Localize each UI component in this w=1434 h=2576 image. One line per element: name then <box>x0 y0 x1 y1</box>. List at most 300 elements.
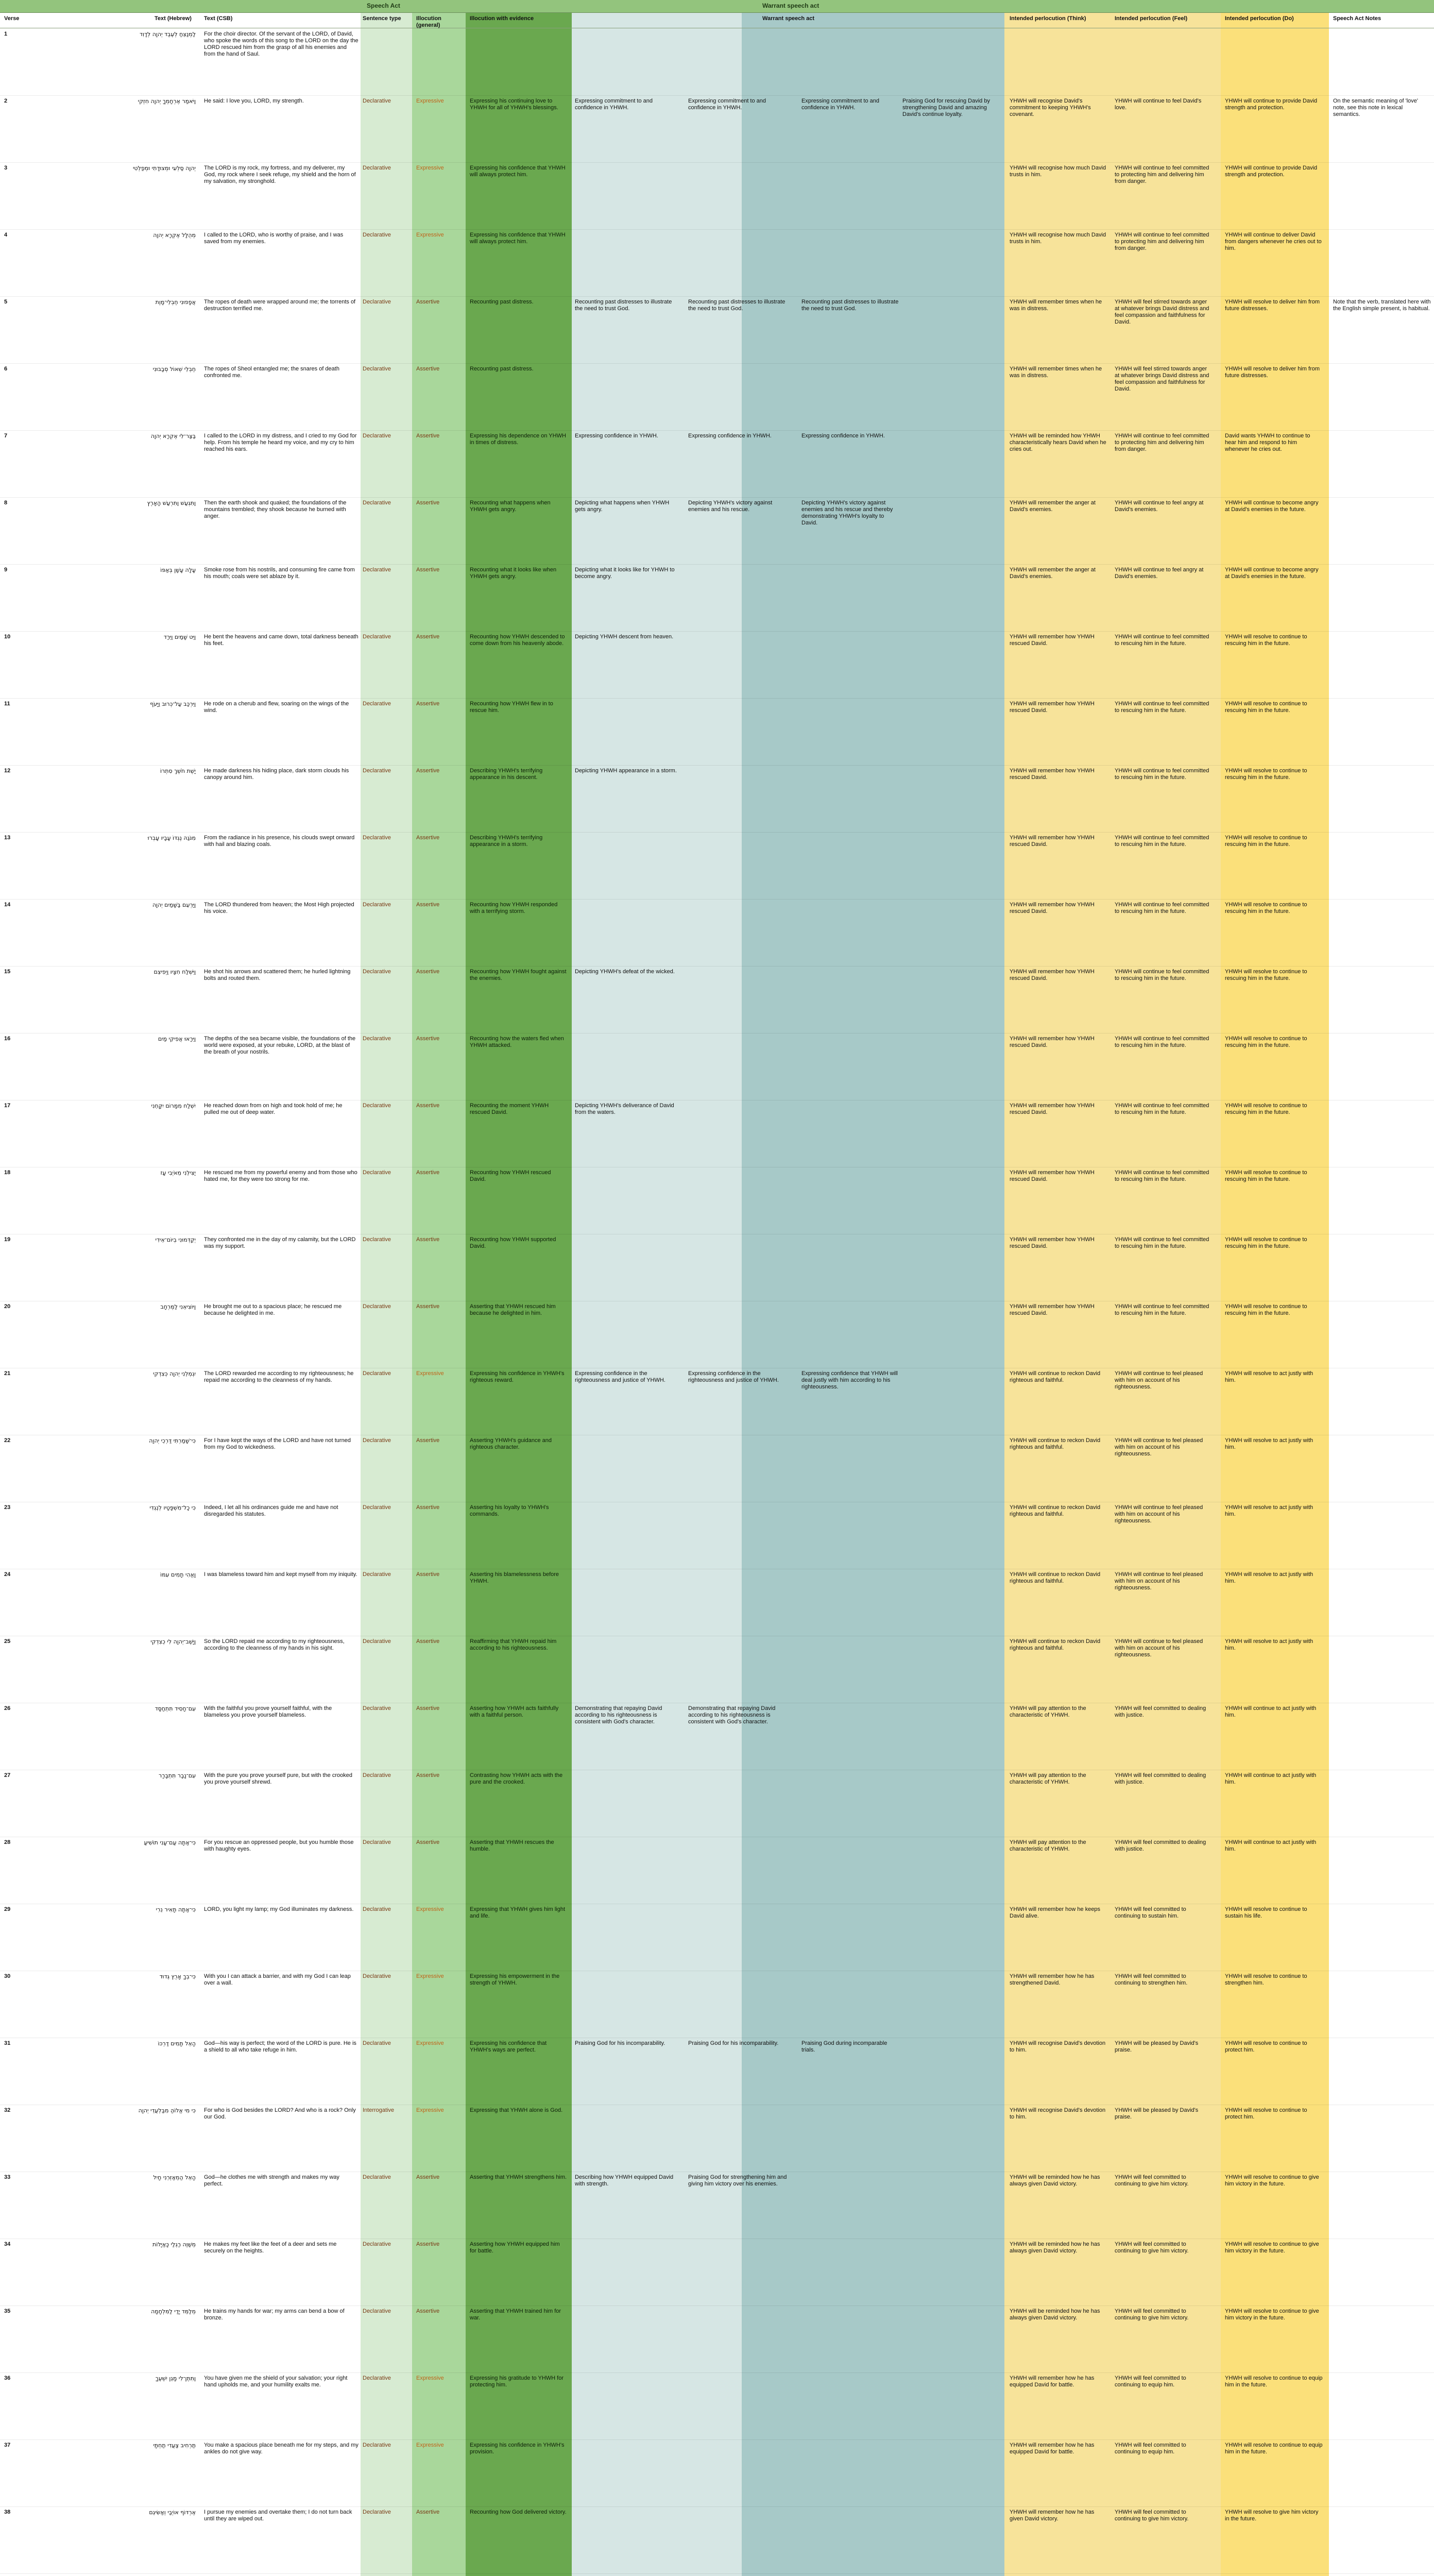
hebrew-text-cell[interactable]: מִנֹּגַהּ נֶגְדּוֹ עָבָיו עָבְרוּ <box>147 835 196 841</box>
sentence-type-cell[interactable]: Declarative <box>363 1036 391 1042</box>
warrant-cell-3[interactable] <box>801 1303 899 1366</box>
hebrew-text-cell[interactable]: הָאֵל הַמְאַזְּרֵנִי חָיִל <box>153 2174 196 2181</box>
notes-cell[interactable] <box>1333 2107 1431 2170</box>
verse-cell[interactable]: 23 <box>4 1504 11 1511</box>
notes-cell[interactable]: Note that the verb, translated here with the English simple present, is habitual. <box>1333 299 1431 312</box>
csb-text-cell[interactable]: Smoke rose from his nostrils, and consuming fire came from his mouth; coals were set ablaze by it. <box>204 567 355 580</box>
csb-text-cell[interactable]: For I have kept the ways of the LORD and have not turned from my God to wickedness. <box>204 1437 351 1450</box>
sentence-type-cell[interactable]: Declarative <box>363 768 391 774</box>
notes-cell[interactable] <box>1333 1370 1431 1433</box>
sentence-type-cell[interactable]: Declarative <box>363 1638 391 1645</box>
warrant-cell-1[interactable] <box>575 1973 678 2036</box>
intended-think-cell[interactable]: YHWH will remember how he has equipped David for battle. <box>1010 2375 1095 2388</box>
intended-feel-cell[interactable]: YHWH will feel committed to dealing with justice. <box>1115 1772 1206 1785</box>
warrant-cell-1[interactable]: Depicting what it looks like for YHWH to become angry. <box>575 567 675 580</box>
intended-feel-cell[interactable] <box>1115 31 1213 94</box>
warrant-cell-2[interactable] <box>688 366 791 429</box>
verse-cell[interactable]: 30 <box>4 1973 11 1979</box>
intended-do-cell[interactable]: YHWH will resolve to act justly with him. <box>1225 1370 1313 1383</box>
illocution-general-cell[interactable]: Expressive <box>416 2375 444 2381</box>
notes-cell[interactable] <box>1333 835 1431 897</box>
verse-cell[interactable]: 25 <box>4 1638 11 1645</box>
warrant-cell-3[interactable] <box>801 1571 899 1634</box>
hebrew-text-cell[interactable]: וַיַּרְעֵם בַּשָּׁמַיִם יְהוָה <box>152 902 196 908</box>
csb-text-cell[interactable]: The LORD thundered from heaven; the Most High projected his voice. <box>204 902 354 914</box>
intended-do-cell[interactable]: YHWH will resolve to continue to give him victory in the future. <box>1225 2174 1319 2187</box>
warrant-cell-3[interactable]: Expressing commitment to and confidence in YHWH. <box>801 98 880 111</box>
csb-text-cell[interactable]: He trains my hands for war; my arms can bend a bow of bronze. <box>204 2308 345 2321</box>
verse-cell[interactable]: 28 <box>4 1839 11 1845</box>
illocution-evidence-cell[interactable]: Asserting YHWH's guidance and righteous character. <box>470 1437 552 1450</box>
intended-feel-cell[interactable]: YHWH will continue to feel committed to rescuing him in the future. <box>1115 1303 1209 1316</box>
sentence-type-cell[interactable]: Declarative <box>363 969 391 975</box>
warrant-cell-2[interactable] <box>688 165 791 228</box>
hebrew-text-cell[interactable]: כִּי־אַתָּה תָּאִיר נֵרִי <box>156 1906 196 1913</box>
warrant-cell-2[interactable] <box>688 2509 791 2572</box>
illocution-general-cell[interactable]: Assertive <box>416 634 440 640</box>
hebrew-text-cell[interactable]: כִּי־אַתָּה עַם־עָנִי תוֹשִׁיעַ <box>144 1839 196 1846</box>
notes-cell[interactable] <box>1333 232 1431 295</box>
illocution-evidence-cell[interactable]: Reaffirming that YHWH repaid him according to his righteousness. <box>470 1638 557 1651</box>
warrant-cell-1[interactable]: Expressing commitment to and confidence in YHWH. <box>575 98 653 111</box>
sentence-type-cell[interactable]: Declarative <box>363 500 391 506</box>
hebrew-text-cell[interactable]: וַתִּגְעַשׁ וַתִּרְעַשׁ הָאָרֶץ <box>147 500 196 506</box>
sentence-type-cell[interactable]: Declarative <box>363 1437 391 1444</box>
notes-cell[interactable] <box>1333 2174 1431 2237</box>
intended-feel-cell[interactable]: YHWH will continue to feel committed to rescuing him in the future. <box>1115 902 1209 914</box>
illocution-general-cell[interactable]: Assertive <box>416 1571 440 1578</box>
col-header-sentence-type[interactable]: Sentence type <box>363 15 401 22</box>
intended-feel-cell[interactable]: YHWH will continue to feel committed to rescuing him in the future. <box>1115 1036 1209 1048</box>
illocution-evidence-cell[interactable]: Expressing his empowerment in the strength of YHWH. <box>470 1973 560 1986</box>
notes-cell[interactable] <box>1333 2442 1431 2505</box>
intended-think-cell[interactable]: YHWH will recognise how much David trusts in him. <box>1010 165 1106 178</box>
illocution-evidence-cell[interactable]: Expressing his gratitude to YHWH for protecting him. <box>470 2375 564 2388</box>
intended-do-cell[interactable]: YHWH will resolve to deliver him from future distresses. <box>1225 299 1320 312</box>
warrant-cell-3[interactable] <box>801 1170 899 1232</box>
csb-text-cell[interactable]: For the choir director. Of the servant of the LORD, of David, who spoke the words of this song to the LORD on the day the LORD rescued him from the grasp of all his enemies and from the hand of Saul. <box>204 31 358 57</box>
intended-feel-cell[interactable]: YHWH will continue to feel committed to rescuing him in the future. <box>1115 1103 1209 1115</box>
warrant-cell-2[interactable] <box>688 232 791 295</box>
intended-think-cell[interactable]: YHWH will pay attention to the characteristic of YHWH. <box>1010 1772 1086 1785</box>
warrant-cell-3[interactable] <box>801 1906 899 1969</box>
warrant-cell-1[interactable]: Describing how YHWH equipped David with strength. <box>575 2174 674 2187</box>
intended-think-cell[interactable]: YHWH will continue to reckon David righteous and faithful. <box>1010 1370 1101 1383</box>
illocution-evidence-cell[interactable]: Asserting that YHWH rescued him because he delighted in him. <box>470 1303 556 1316</box>
warrant-cell-4[interactable] <box>902 1839 995 1902</box>
col-header-intended-do[interactable]: Intended perlocution (Do) <box>1225 15 1294 22</box>
intended-feel-cell[interactable]: YHWH will continue to feel angry at David's enemies. <box>1115 567 1204 580</box>
csb-text-cell[interactable]: He makes my feet like the feet of a deer and sets me securely on the heights. <box>204 2241 337 2254</box>
intended-feel-cell[interactable]: YHWH will continue to feel committed to rescuing him in the future. <box>1115 768 1209 781</box>
sentence-type-cell[interactable]: Declarative <box>363 1839 391 1845</box>
sentence-type-cell[interactable]: Declarative <box>363 299 391 305</box>
notes-cell[interactable] <box>1333 2509 1431 2572</box>
warrant-cell-4[interactable] <box>902 2375 995 2438</box>
intended-do-cell[interactable]: YHWH will resolve to continue to rescuing him in the future. <box>1225 701 1307 714</box>
warrant-cell-1[interactable]: Expressing confidence in the righteousness and justice of YHWH. <box>575 1370 665 1383</box>
warrant-cell-1[interactable]: Depicting what happens when YHWH gets angry. <box>575 500 670 513</box>
notes-cell[interactable] <box>1333 1504 1431 1567</box>
illocution-general-cell[interactable]: Expressive <box>416 98 444 104</box>
intended-do-cell[interactable]: YHWH will continue to act justly with him. <box>1225 1772 1317 1785</box>
warrant-cell-4[interactable] <box>902 1370 995 1433</box>
warrant-cell-2[interactable] <box>688 2308 791 2371</box>
sentence-type-cell[interactable]: Declarative <box>363 1906 391 1912</box>
notes-cell[interactable] <box>1333 1571 1431 1634</box>
warrant-cell-4[interactable] <box>902 2040 995 2103</box>
verse-cell[interactable]: 14 <box>4 902 11 908</box>
intended-feel-cell[interactable]: YHWH will feel committed to continuing to equip him. <box>1115 2375 1186 2388</box>
warrant-cell-3[interactable] <box>801 1973 899 2036</box>
csb-text-cell[interactable]: With you I can attack a barrier, and with my God I can leap over a wall. <box>204 1973 351 1986</box>
sentence-type-cell[interactable]: Declarative <box>363 433 391 439</box>
intended-feel-cell[interactable]: YHWH will continue to feel committed to protecting him and delivering him from danger. <box>1115 433 1209 452</box>
warrant-cell-4[interactable]: Praising God for rescuing David by strengthening David and amazing David's continue loyalty. <box>902 98 990 117</box>
illocution-general-cell[interactable]: Assertive <box>416 567 440 573</box>
intended-do-cell[interactable]: YHWH will continue to become angry at David's enemies in the future. <box>1225 500 1319 513</box>
intended-feel-cell[interactable]: YHWH will continue to feel committed to rescuing him in the future. <box>1115 835 1209 848</box>
sentence-type-cell[interactable]: Declarative <box>363 2442 391 2448</box>
csb-text-cell[interactable]: He reached down from on high and took hold of me; he pulled me out of deep water. <box>204 1103 343 1115</box>
intended-feel-cell[interactable]: YHWH will continue to feel angry at David's enemies. <box>1115 500 1204 513</box>
notes-cell[interactable] <box>1333 1036 1431 1098</box>
illocution-evidence-cell[interactable]: Contrasting how YHWH acts with the pure and the crooked. <box>470 1772 563 1785</box>
verse-cell[interactable]: 5 <box>4 299 8 305</box>
warrant-cell-1[interactable]: Depicting YHWH's deliverance of David from the waters. <box>575 1103 674 1115</box>
warrant-cell-1[interactable]: Depicting YHWH's defeat of the wicked. <box>575 969 675 975</box>
intended-think-cell[interactable]: YHWH will continue to reckon David righteous and faithful. <box>1010 1571 1101 1584</box>
intended-feel-cell[interactable]: YHWH will feel committed to continuing to sustain him. <box>1115 1906 1186 1919</box>
warrant-cell-4[interactable] <box>902 232 995 295</box>
notes-cell[interactable] <box>1333 634 1431 697</box>
csb-text-cell[interactable]: LORD, you light my lamp; my God illuminates my darkness. <box>204 1906 354 1912</box>
intended-think-cell[interactable] <box>1010 31 1107 94</box>
hebrew-text-cell[interactable]: עִם־חָסִיד תִּתְחַסָּד <box>155 1705 196 1712</box>
warrant-cell-3[interactable] <box>801 634 899 697</box>
hebrew-text-cell[interactable]: תַּרְחִיב צַעֲדִי תַחְתָּי <box>153 2442 196 2449</box>
col-header-notes[interactable]: Speech Act Notes <box>1333 15 1381 22</box>
hebrew-text-cell[interactable]: יַצִּילֵנִי מֵאֹיְבִי עָז <box>160 1170 196 1176</box>
illocution-evidence-cell[interactable]: Asserting his blamelessness before YHWH. <box>470 1571 559 1584</box>
warrant-cell-4[interactable] <box>902 902 995 964</box>
csb-text-cell[interactable]: He bent the heavens and came down, total darkness beneath his feet. <box>204 634 358 647</box>
warrant-cell-2[interactable] <box>688 634 791 697</box>
warrant-cell-4[interactable] <box>902 634 995 697</box>
sentence-type-cell[interactable]: Declarative <box>363 98 391 104</box>
verse-cell[interactable]: 3 <box>4 165 8 171</box>
warrant-cell-1[interactable]: Depicting YHWH descent from heaven. <box>575 634 674 640</box>
warrant-cell-3[interactable] <box>801 31 899 94</box>
intended-do-cell[interactable]: YHWH will resolve to continue to rescuing him in the future. <box>1225 1170 1307 1182</box>
warrant-cell-4[interactable] <box>902 1571 995 1634</box>
warrant-cell-1[interactable]: Demonstrating that repaying David according to his righteousness is consistent with God's character. <box>575 1705 662 1725</box>
warrant-cell-3[interactable] <box>801 366 899 429</box>
intended-feel-cell[interactable]: YHWH will continue to feel committed to rescuing him in the future. <box>1115 1170 1209 1182</box>
intended-feel-cell[interactable]: YHWH will feel committed to continuing to give him victory. <box>1115 2241 1189 2254</box>
illocution-evidence-cell[interactable]: Expressing his confidence in YHWH's righteous reward. <box>470 1370 565 1383</box>
verse-cell[interactable]: 16 <box>4 1036 11 1042</box>
warrant-cell-2[interactable] <box>688 1839 791 1902</box>
notes-cell[interactable] <box>1333 701 1431 764</box>
warrant-cell-1[interactable] <box>575 2241 678 2304</box>
verse-cell[interactable]: 37 <box>4 2442 11 2448</box>
notes-cell[interactable] <box>1333 1303 1431 1366</box>
warrant-cell-4[interactable] <box>902 31 995 94</box>
hebrew-text-cell[interactable]: יְהוָה סַלְעִי וּמְצוּדָתִי וּמְפַלְטִי <box>132 165 196 172</box>
csb-text-cell[interactable]: He rescued me from my powerful enemy and from those who hated me, for they were too strong for me. <box>204 1170 357 1182</box>
warrant-cell-2[interactable] <box>688 969 791 1031</box>
warrant-cell-3[interactable] <box>801 2241 899 2304</box>
hebrew-text-cell[interactable]: מְלַמֵּד יָדַי לַמִּלְחָמָה <box>151 2308 196 2315</box>
hebrew-text-cell[interactable]: יִשְׁלַח מִמָּרוֹם יִקָּחֵנִי <box>151 1103 196 1109</box>
illocution-evidence-cell[interactable]: Recounting what happens when YHWH gets angry. <box>470 500 551 513</box>
warrant-cell-1[interactable] <box>575 2375 678 2438</box>
illocution-general-cell[interactable]: Assertive <box>416 1705 440 1711</box>
warrant-cell-3[interactable] <box>801 2308 899 2371</box>
warrant-cell-3[interactable] <box>801 1036 899 1098</box>
intended-feel-cell[interactable]: YHWH will be pleased by David's praise. <box>1115 2040 1199 2053</box>
warrant-cell-2[interactable] <box>688 567 791 630</box>
intended-feel-cell[interactable]: YHWH will continue to feel committed to protecting him and delivering him from danger. <box>1115 232 1209 251</box>
intended-feel-cell[interactable]: YHWH will feel stirred towards anger at whatever brings David distress and feel compassion and faithfulness for David. <box>1115 366 1209 392</box>
verse-cell[interactable]: 9 <box>4 567 8 573</box>
csb-text-cell[interactable]: I called to the LORD, who is worthy of praise, and I was saved from my enemies. <box>204 232 344 245</box>
intended-do-cell[interactable]: David wants YHWH to continue to hear him and respond to him whenever he cries out. <box>1225 433 1310 452</box>
warrant-cell-4[interactable] <box>902 1973 995 2036</box>
warrant-cell-4[interactable] <box>902 1236 995 1299</box>
intended-think-cell[interactable]: YHWH will be reminded how he has always given David victory. <box>1010 2174 1100 2187</box>
sentence-type-cell[interactable]: Declarative <box>363 2040 391 2046</box>
intended-do-cell[interactable] <box>1225 31 1323 94</box>
illocution-evidence-cell[interactable]: Recounting past distress. <box>470 299 534 305</box>
intended-do-cell[interactable]: YHWH will resolve to continue to give him victory in the future. <box>1225 2308 1319 2321</box>
warrant-cell-4[interactable] <box>902 433 995 496</box>
verse-cell[interactable]: 2 <box>4 98 8 104</box>
col-header-intended-think[interactable]: Intended perlocution (Think) <box>1010 15 1086 22</box>
notes-cell[interactable] <box>1333 500 1431 563</box>
hebrew-text-cell[interactable]: כִּי־בְךָ אָרֻץ גְּדוּד <box>159 1973 196 1980</box>
warrant-cell-2[interactable] <box>688 2375 791 2438</box>
warrant-cell-3[interactable] <box>801 1839 899 1902</box>
verse-cell[interactable]: 27 <box>4 1772 11 1778</box>
warrant-cell-3[interactable] <box>801 2509 899 2572</box>
warrant-cell-3[interactable] <box>801 1772 899 1835</box>
hebrew-text-cell[interactable]: יְקַדְּמוּנִי בְיוֹם־אֵידִי <box>155 1236 196 1243</box>
intended-think-cell[interactable]: YHWH will remember times when he was in distress. <box>1010 366 1102 379</box>
hebrew-text-cell[interactable]: וַיָּשֶׁב־יְהוָה לִי כְצִדְקִי <box>150 1638 196 1645</box>
verse-cell[interactable]: 4 <box>4 232 8 238</box>
csb-text-cell[interactable]: He rode on a cherub and flew, soaring on the wings of the wind. <box>204 701 349 714</box>
notes-cell[interactable] <box>1333 1170 1431 1232</box>
intended-do-cell[interactable]: YHWH will resolve to continue to rescuing him in the future. <box>1225 1303 1307 1316</box>
sentence-type-cell[interactable]: Declarative <box>363 2509 391 2515</box>
hebrew-text-cell[interactable]: וַיִּרְכַּב עַל־כְּרוּב וַיָּעֹף <box>150 701 196 707</box>
csb-text-cell[interactable]: You make a spacious place beneath me for my steps, and my ankles do not give way. <box>204 2442 358 2455</box>
warrant-cell-2[interactable] <box>688 1973 791 2036</box>
notes-cell[interactable] <box>1333 366 1431 429</box>
warrant-cell-2[interactable] <box>688 1103 791 1165</box>
warrant-cell-2[interactable] <box>688 701 791 764</box>
illocution-general-cell[interactable]: Assertive <box>416 1839 440 1845</box>
intended-feel-cell[interactable]: YHWH will feel committed to dealing with justice. <box>1115 1705 1206 1718</box>
intended-do-cell[interactable]: YHWH will resolve to continue to equip him in the future. <box>1225 2375 1323 2388</box>
warrant-cell-1[interactable] <box>575 1571 678 1634</box>
warrant-cell-4[interactable] <box>902 2241 995 2304</box>
intended-feel-cell[interactable]: YHWH will feel committed to continuing to give him victory. <box>1115 2509 1189 2522</box>
intended-feel-cell[interactable]: YHWH will continue to feel pleased with him on account of his righteousness. <box>1115 1571 1203 1591</box>
warrant-cell-3[interactable] <box>801 1504 899 1567</box>
warrant-cell-2[interactable]: Recounting past distresses to illustrate the need to trust God. <box>688 299 786 312</box>
warrant-cell-2[interactable] <box>688 1638 791 1701</box>
illocution-evidence-cell[interactable]: Asserting how YHWH acts faithfully with a faithful person. <box>470 1705 559 1718</box>
intended-do-cell[interactable]: YHWH will resolve to continue to rescuing him in the future. <box>1225 634 1307 647</box>
sentence-type-cell[interactable]: Declarative <box>363 1370 391 1377</box>
verse-cell[interactable]: 19 <box>4 1236 11 1243</box>
notes-cell[interactable] <box>1333 433 1431 496</box>
illocution-evidence-cell[interactable]: Asserting how YHWH equipped him for battle. <box>470 2241 560 2254</box>
warrant-cell-3[interactable] <box>801 1103 899 1165</box>
notes-cell[interactable] <box>1333 1973 1431 2036</box>
warrant-cell-4[interactable] <box>902 2308 995 2371</box>
col-header-intended-feel[interactable]: Intended perlocution (Feel) <box>1115 15 1188 22</box>
warrant-cell-2[interactable]: Depicting YHWH's victory against enemies and his rescue. <box>688 500 773 513</box>
intended-think-cell[interactable]: YHWH will remember how YHWH rescued David. <box>1010 1103 1095 1115</box>
illocution-evidence-cell[interactable]: Recounting how YHWH supported David. <box>470 1236 556 1249</box>
intended-think-cell[interactable]: YHWH will recognise David's devotion to him. <box>1010 2040 1106 2053</box>
warrant-cell-4[interactable] <box>902 165 995 228</box>
intended-think-cell[interactable]: YHWH will remember how YHWH rescued David. <box>1010 902 1095 914</box>
sentence-type-cell[interactable]: Declarative <box>363 2375 391 2381</box>
hebrew-text-cell[interactable]: יִגְמְלֵנִי יְהוָה כְּצִדְקִי <box>152 1370 196 1377</box>
notes-cell[interactable] <box>1333 1906 1431 1969</box>
notes-cell[interactable] <box>1333 2040 1431 2103</box>
csb-text-cell[interactable]: The ropes of death were wrapped around me; the torrents of destruction terrified me. <box>204 299 356 312</box>
sentence-type-cell[interactable]: Declarative <box>363 1236 391 1243</box>
illocution-evidence-cell[interactable]: Recounting how the waters fled when YHWH attacked. <box>470 1036 564 1048</box>
verse-cell[interactable]: 22 <box>4 1437 11 1444</box>
intended-think-cell[interactable]: YHWH will continue to reckon David righteous and faithful. <box>1010 1504 1101 1517</box>
verse-cell[interactable]: 36 <box>4 2375 11 2381</box>
intended-think-cell[interactable]: YHWH will remember the anger at David's enemies. <box>1010 567 1096 580</box>
warrant-cell-2[interactable] <box>688 31 791 94</box>
sentence-type-cell[interactable]: Declarative <box>363 701 391 707</box>
illocution-evidence-cell[interactable]: Recounting how YHWH rescued David. <box>470 1170 551 1182</box>
illocution-general-cell[interactable]: Assertive <box>416 1236 440 1243</box>
illocution-evidence-cell[interactable]: Describing YHWH's terrifying appearance in his descent. <box>470 768 543 781</box>
intended-think-cell[interactable]: YHWH will pay attention to the characteristic of YHWH. <box>1010 1705 1086 1718</box>
illocution-general-cell[interactable]: Assertive <box>416 1170 440 1176</box>
sentence-type-cell[interactable]: Declarative <box>363 2174 391 2180</box>
csb-text-cell[interactable]: Indeed, I let all his ordinances guide me and have not disregarded his statutes. <box>204 1504 338 1517</box>
sentence-type-cell[interactable]: Declarative <box>363 634 391 640</box>
notes-cell[interactable] <box>1333 1772 1431 1835</box>
warrant-cell-2[interactable] <box>688 902 791 964</box>
notes-cell[interactable] <box>1333 2241 1431 2304</box>
verse-cell[interactable]: 1 <box>4 31 8 37</box>
hebrew-text-cell[interactable]: וַיּוֹצִיאֵנִי לַמֶּרְחָב <box>160 1303 196 1310</box>
verse-cell[interactable]: 38 <box>4 2509 11 2515</box>
illocution-general-cell[interactable]: Assertive <box>416 969 440 975</box>
verse-cell[interactable]: 32 <box>4 2107 11 2113</box>
intended-do-cell[interactable]: YHWH will continue to act justly with him. <box>1225 1839 1317 1852</box>
verse-cell[interactable]: 21 <box>4 1370 11 1377</box>
col-header-illocution-general[interactable]: Illocution (general) <box>416 15 441 28</box>
csb-text-cell[interactable]: With the pure you prove yourself pure, but with the crooked you prove yourself shrewd. <box>204 1772 352 1785</box>
intended-feel-cell[interactable]: YHWH will feel committed to dealing with justice. <box>1115 1839 1206 1852</box>
intended-do-cell[interactable]: YHWH will resolve to act justly with him. <box>1225 1571 1313 1584</box>
hebrew-text-cell[interactable]: הָאֵל תָּמִים דַּרְכּוֹ <box>158 2040 196 2047</box>
intended-do-cell[interactable]: YHWH will resolve to continue to rescuing him in the future. <box>1225 1103 1307 1115</box>
warrant-cell-1[interactable] <box>575 1772 678 1835</box>
csb-text-cell[interactable]: He brought me out to a spacious place; he rescued me because he delighted in me. <box>204 1303 342 1316</box>
notes-cell[interactable] <box>1333 1705 1431 1768</box>
warrant-cell-4[interactable] <box>902 2442 995 2505</box>
intended-think-cell[interactable]: YHWH will recognise how much David trusts in him. <box>1010 232 1106 245</box>
warrant-cell-2[interactable] <box>688 1571 791 1634</box>
illocution-general-cell[interactable]: Expressive <box>416 232 444 238</box>
intended-do-cell[interactable]: YHWH will resolve to give him victory in the future. <box>1225 2509 1319 2522</box>
warrant-cell-2[interactable]: Demonstrating that repaying David according to his righteousness is consistent with God's character. <box>688 1705 776 1725</box>
hebrew-text-cell[interactable]: חֶבְלֵי שְׁאוֹל סְבָבוּנִי <box>152 366 196 372</box>
sentence-type-cell[interactable]: Declarative <box>363 1170 391 1176</box>
notes-cell[interactable] <box>1333 31 1431 94</box>
warrant-cell-1[interactable] <box>575 1504 678 1567</box>
warrant-cell-2[interactable] <box>688 1772 791 1835</box>
sentence-type-cell[interactable]: Declarative <box>363 2308 391 2314</box>
intended-think-cell[interactable]: YHWH will be reminded how he has always given David victory. <box>1010 2241 1100 2254</box>
verse-cell[interactable]: 29 <box>4 1906 11 1912</box>
warrant-cell-1[interactable]: Praising God for his incomparability. <box>575 2040 665 2046</box>
warrant-cell-1[interactable] <box>575 2107 678 2170</box>
warrant-cell-4[interactable] <box>902 768 995 831</box>
hebrew-text-cell[interactable]: אֶרְדּוֹף אוֹיְבַי וְאַשִּׂיגֵם <box>149 2509 196 2516</box>
sentence-type-cell[interactable]: Declarative <box>363 1973 391 1979</box>
warrant-cell-2[interactable] <box>688 1437 791 1500</box>
intended-think-cell[interactable]: YHWH will remember how YHWH rescued David. <box>1010 1236 1095 1249</box>
verse-cell[interactable]: 31 <box>4 2040 11 2046</box>
intended-think-cell[interactable]: YHWH will be reminded how YHWH characteristically hears David when he cries out. <box>1010 433 1106 452</box>
warrant-cell-4[interactable] <box>902 2174 995 2237</box>
intended-feel-cell[interactable]: YHWH will feel committed to continuing to give him victory. <box>1115 2174 1189 2187</box>
warrant-cell-4[interactable] <box>902 1906 995 1969</box>
csb-text-cell[interactable]: You have given me the shield of your salvation; your right hand upholds me, and your humility exalts me. <box>204 2375 348 2388</box>
warrant-cell-4[interactable] <box>902 835 995 897</box>
hebrew-text-cell[interactable]: וַיֵּט שָׁמַיִם וַיֵּרַד <box>163 634 196 640</box>
intended-think-cell[interactable]: YHWH will remember how YHWH rescued David. <box>1010 701 1095 714</box>
illocution-evidence-cell[interactable]: Expressing his confidence that YHWH will always protect him. <box>470 232 566 245</box>
intended-do-cell[interactable]: YHWH will resolve to act justly with him. <box>1225 1437 1313 1450</box>
warrant-cell-2[interactable] <box>688 2241 791 2304</box>
sentence-type-cell[interactable]: Declarative <box>363 366 391 372</box>
warrant-cell-2[interactable]: Expressing confidence in YHWH. <box>688 433 772 439</box>
intended-do-cell[interactable]: YHWH will resolve to act justly with him. <box>1225 1504 1313 1517</box>
illocution-evidence-cell[interactable]: Asserting that YHWH rescues the humble. <box>470 1839 554 1852</box>
warrant-cell-2[interactable]: Praising God for his incomparability. <box>688 2040 779 2046</box>
verse-cell[interactable]: 35 <box>4 2308 11 2314</box>
intended-feel-cell[interactable]: YHWH will continue to feel pleased with him on account of his righteousness. <box>1115 1370 1203 1390</box>
notes-cell[interactable]: On the semantic meaning of 'love' note, see this note in lexical semantics. <box>1333 98 1419 117</box>
csb-text-cell[interactable]: For you rescue an oppressed people, but you humble those with haughty eyes. <box>204 1839 354 1852</box>
warrant-cell-3[interactable] <box>801 2442 899 2505</box>
warrant-cell-3[interactable] <box>801 1638 899 1701</box>
warrant-cell-2[interactable] <box>688 1036 791 1098</box>
csb-text-cell[interactable]: The LORD rewarded me according to my righteousness; he repaid me according to the cleanness of my hands. <box>204 1370 354 1383</box>
illocution-general-cell[interactable]: Expressive <box>416 1973 444 1979</box>
illocution-general-cell[interactable]: Assertive <box>416 1638 440 1645</box>
illocution-general-cell[interactable]: Assertive <box>416 299 440 305</box>
warrant-cell-1[interactable] <box>575 835 678 897</box>
